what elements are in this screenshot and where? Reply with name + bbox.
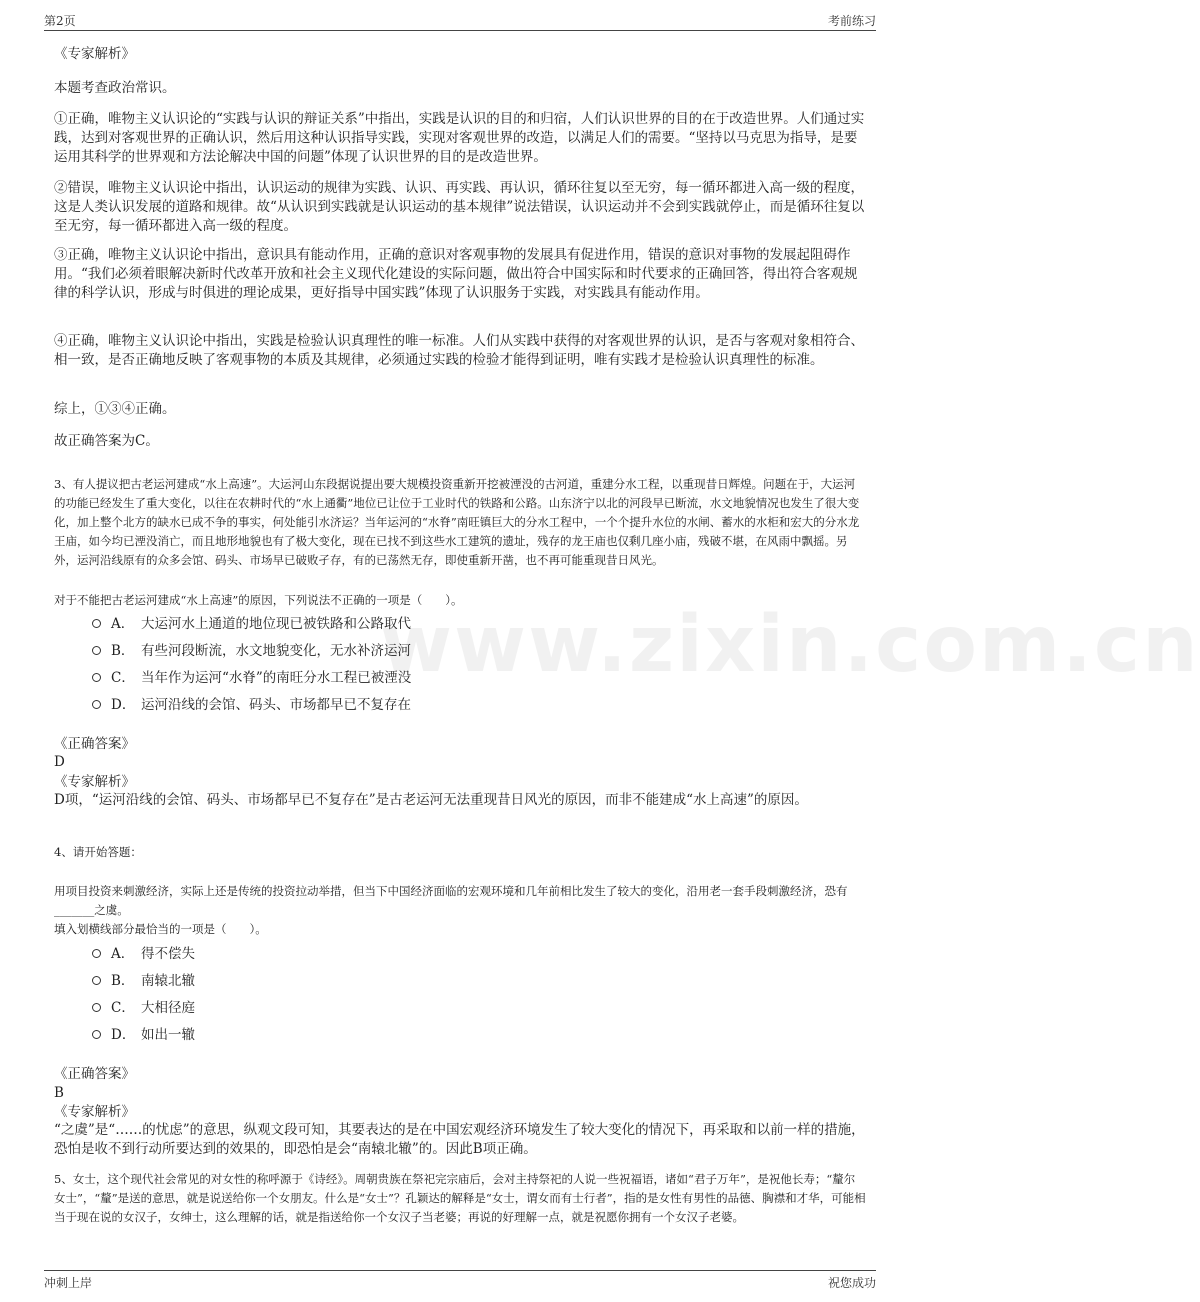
analysis-label: 《专家解析》 — [54, 1104, 135, 1120]
radio-icon[interactable] — [92, 1030, 101, 1039]
footer-right: 祝您成功 — [827, 1276, 876, 1290]
analysis-label: 《专家解析》 — [54, 46, 135, 62]
question-prompt: 填入划横线部分最恰当的一项是（ ）。 — [54, 922, 267, 936]
option-letter: A． — [111, 945, 135, 962]
header-title: 考前练习 — [827, 14, 876, 28]
question-prompt: 对于不能把古老运河建成“水上高速”的原因，下列说法不正确的一项是（ ）。 — [54, 593, 463, 607]
radio-icon[interactable] — [92, 700, 101, 709]
option-letter: C． — [111, 999, 135, 1016]
option-letter: D． — [111, 1026, 136, 1043]
analysis-text: “之虞”是“……的忧虑”的意思，纵观文段可知，其要表达的是在中国宏观经济环境发生了较大变化的情况下，再采取和以前一样的措施，恐怕是收不到行动所要达到的效果的，即恐怕是会“南辕北辙”的。因此B项正确。 — [54, 1122, 865, 1157]
radio-icon[interactable] — [92, 619, 101, 628]
radio-icon[interactable] — [92, 673, 101, 682]
analysis-text: D项，“运河沿线的会馆、码头、市场都早已不复存在”是古老运河无法重现昔日风光的原因，而非不能建成“水上高速”的原因。 — [54, 792, 808, 808]
footer-left: 冲刺上岸 — [44, 1276, 93, 1290]
option-b[interactable] — [92, 965, 195, 992]
option-d[interactable] — [92, 689, 411, 716]
option-d[interactable] — [92, 1019, 195, 1046]
question-stem: 5、女士，这个现代社会常见的对女性的称呼源于《诗经》。周朝贵族在祭祀完宗庙后，会对主持祭祀的人说一些祝福语，诸如“君子万年”，是祝他长寿；“釐尔女士”，“釐”是送的意思，就是说送给你一个女朋友。什么是“女士”？孔颖达的解释是“女士，谓女而有士行者”，指的是女性有男性的品德、胸襟和才华，可能相当于现在说的女汉子，女绅士，这么理解的话，就是指送给你一个女汉子当老婆；再说的好理解一点，就是祝愿你拥有一个女汉子老婆。 — [54, 1172, 866, 1224]
page-footer — [44, 1270, 876, 1291]
option-text: 得不偿失 — [141, 945, 195, 962]
option-c[interactable] — [92, 662, 411, 689]
analysis-para: ②错误，唯物主义认识论中指出，认识运动的规律为实践、认识、再实践、再认识，循环往复以至无穷，每一循环都进入高一级的程度，这是人类认识发展的道路和规律。故“从认识到实践就是认识运动的基本规律”说法错误，认识运动并不会到实践就停止，而是循环往复以至无穷，每一循环都进入高一级的程度。 — [54, 180, 865, 234]
analysis-para: 本题考查政治常识。 — [54, 80, 176, 96]
option-letter: B． — [111, 642, 135, 659]
option-letter: A． — [111, 615, 135, 632]
analysis-para: 综上，①③④正确。 — [54, 401, 176, 417]
answer-label: 《正确答案》 — [54, 1066, 135, 1082]
option-a[interactable] — [92, 938, 195, 965]
page-header — [44, 12, 876, 31]
option-letter: D． — [111, 696, 136, 713]
page-number: 第2页 — [44, 14, 76, 28]
option-text: 如出一辙 — [141, 1026, 195, 1043]
analysis-label: 《专家解析》 — [54, 774, 135, 790]
question-stem: 3、有人提议把古老运河建成“水上高速”。大运河山东段据说提出要大规模投资重新开挖被湮没的古河道，重建分水工程，以重现昔日辉煌。问题在于，大运河的功能已经发生了重大变化，以往在农耕时代的“水上通衢”地位已让位于工业时代的铁路和公路。山东济宁以北的河段早已断流，水文地貌情况也发生了很大变化，加上整个北方的缺水已成不争的事实，何处能引水济运？当年运河的“水脊”南旺镇巨大的分水工程中，一个个提升水位的水闸、蓄水的水柜和宏大的分水龙王庙，如今均已湮没消亡，而且地形地貌也有了极大变化，现在已找不到这些水工建筑的遗址，残存的龙王庙也仅剩几座小庙，残破不堪，在风雨中飘摇。另外，运河沿线原有的众多会馆、码头、市场早已破败孑存，有的已荡然无存，即使重新开凿，也不再可能重现昔日风光。 — [54, 477, 860, 567]
option-text: 大相径庭 — [141, 999, 195, 1016]
option-letter: C． — [111, 669, 135, 686]
answer-value: B — [54, 1085, 64, 1101]
answer-value: D — [54, 754, 65, 770]
radio-icon[interactable] — [92, 646, 101, 655]
radio-icon[interactable] — [92, 976, 101, 985]
analysis-conclusion: 故正确答案为C。 — [54, 433, 159, 449]
option-text: 当年作为运河“水脊”的南旺分水工程已被湮没 — [141, 669, 412, 686]
analysis-para: ④正确，唯物主义认识论中指出，实践是检验认识真理性的唯一标准。人们从实践中获得的对客观世界的认识，是否与客观对象相符合、相一致，是否正确地反映了客观事物的本质及其规律，必须通过实践的检验才能得到证明，唯有实践才是检验认识真理性的标准。 — [54, 333, 864, 368]
option-text: 运河沿线的会馆、码头、市场都早已不复存在 — [141, 696, 411, 713]
analysis-para: ③正确，唯物主义认识论中指出，意识具有能动作用，正确的意识对客观事物的发展具有促进作用，错误的意识对事物的发展起阻碍作用。“我们必须着眼解决新时代改革开放和社会主义现代化建设的实际问题，做出符合中国实际和时代要求的正确回答，得出符合客观规律的科学认识，形成与时俱进的理论成果，更好指导中国实践”体现了认识服务于实践，对实践具有能动作用。 — [54, 247, 858, 301]
option-text: 有些河段断流，水文地貌变化，无水补济运河 — [141, 642, 411, 659]
watermark: www.zixin.com.cn — [380, 600, 1200, 690]
option-c[interactable] — [92, 992, 195, 1019]
question-title: 4、请开始答题： — [54, 845, 142, 859]
option-b[interactable] — [92, 635, 411, 662]
answer-label: 《正确答案》 — [54, 736, 135, 752]
radio-icon[interactable] — [92, 1003, 101, 1012]
radio-icon[interactable] — [92, 949, 101, 958]
option-text: 大运河水上通道的地位现已被铁路和公路取代 — [141, 615, 411, 632]
analysis-para: ①正确，唯物主义认识论的“实践与认识的辩证关系”中指出，实践是认识的目的和归宿，人们认识世界的目的在于改造世界。人们通过实践，达到对客观世界的正确认识，然后用这种认识指导实践，实现对客观世界的改造，以满足人们的需要。“坚持以马克思为指导，是要运用其科学的世界观和方法论解决中国的问题”体现了认识世界的目的是改造世界。 — [54, 111, 865, 165]
option-a[interactable] — [92, 608, 411, 635]
option-letter: B． — [111, 972, 135, 989]
question-stem: 用项目投资来刺激经济，实际上还是传统的投资拉动举措，但当下中国经济面临的宏观环境和几年前相比发生了较大的变化，沿用老一套手段刺激经济，恐有_______之虞。 — [54, 884, 848, 917]
option-text: 南辕北辙 — [141, 972, 195, 989]
